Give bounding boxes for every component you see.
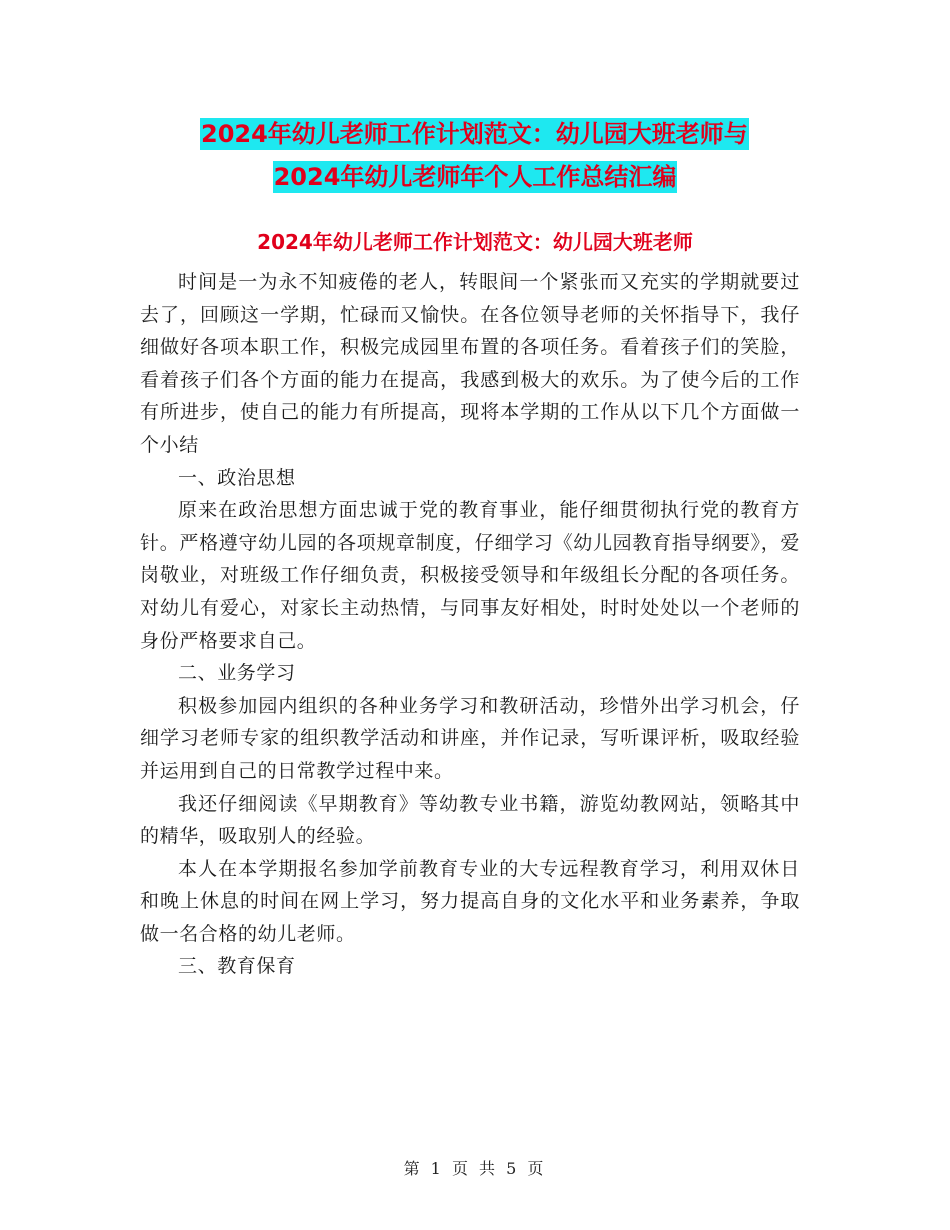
paragraph-study-3: 本人在本学期报名参加学前教育专业的大专远程教育学习，利用双休日和晚上休息的时间在网上学习，努力提高自身的文化水平和业务素养，争取做一名合格的幼儿老师。 [140, 857, 800, 945]
heading-study: 二、业务学习 [178, 662, 296, 685]
heading-education: 三、教育保育 [178, 955, 296, 978]
heading-politics: 一、政治思想 [178, 466, 296, 489]
page-footer: 第 1 页 共 5 页 [403, 1159, 547, 1178]
paragraph-study-1: 积极参加园内组织的各种业务学习和教研活动，珍惜外出学习机会，仔细学习老师专家的组织教学活动和讲座，并作记录，写听课评析，吸取经验并运用到自己的日常教学过程中来。 [140, 694, 800, 782]
document-body [140, 266, 800, 983]
paragraph-politics: 原来在政治思想方面忠诚于党的教育事业，能仔细贯彻执行党的教育方针。严格遵守幼儿园的各项规章制度，仔细学习《幼儿园教育指导纲要》，爱岗敬业，对班级工作仔细负责，积极接受领导和年级组长分配的各项任务。对幼儿有爱心，对家长主动热情，与同事友好相处，时时处处以一个老师的身份严格要求自己。 [140, 499, 800, 652]
title-highlight-1: 2024年幼儿老师工作计划范文：幼儿园大班老师与 [201, 120, 748, 148]
paragraph-intro: 时间是一为永不知疲倦的老人，转眼间一个紧张而又充实的学期就要过去了，回顾这一学期，忙碌而又愉快。在各位领导老师的关怀指导下，我仔细做好各项本职工作，积极完成园里布置的各项任务。看着孩子们的笑脸，看着孩子们各个方面的能力在提高，我感到极大的欢乐。为了使今后的工作有所进步，使自己的能力有所提高，现将本学期的工作从以下几个方面做一个小结 [140, 271, 800, 456]
title-highlight-2: 2024年幼儿老师年个人工作总结汇编 [273, 163, 677, 191]
document-title-line-2 [140, 157, 810, 192]
paragraph-study-2: 我还仔细阅读《早期教育》等幼教专业书籍，游览幼教网站，领略其中的精华，吸取别人的经验。 [140, 792, 800, 848]
section-title: 2024年幼儿老师工作计划范文：幼儿园大班老师 [257, 230, 693, 254]
document-title-line-1 [200, 114, 800, 149]
